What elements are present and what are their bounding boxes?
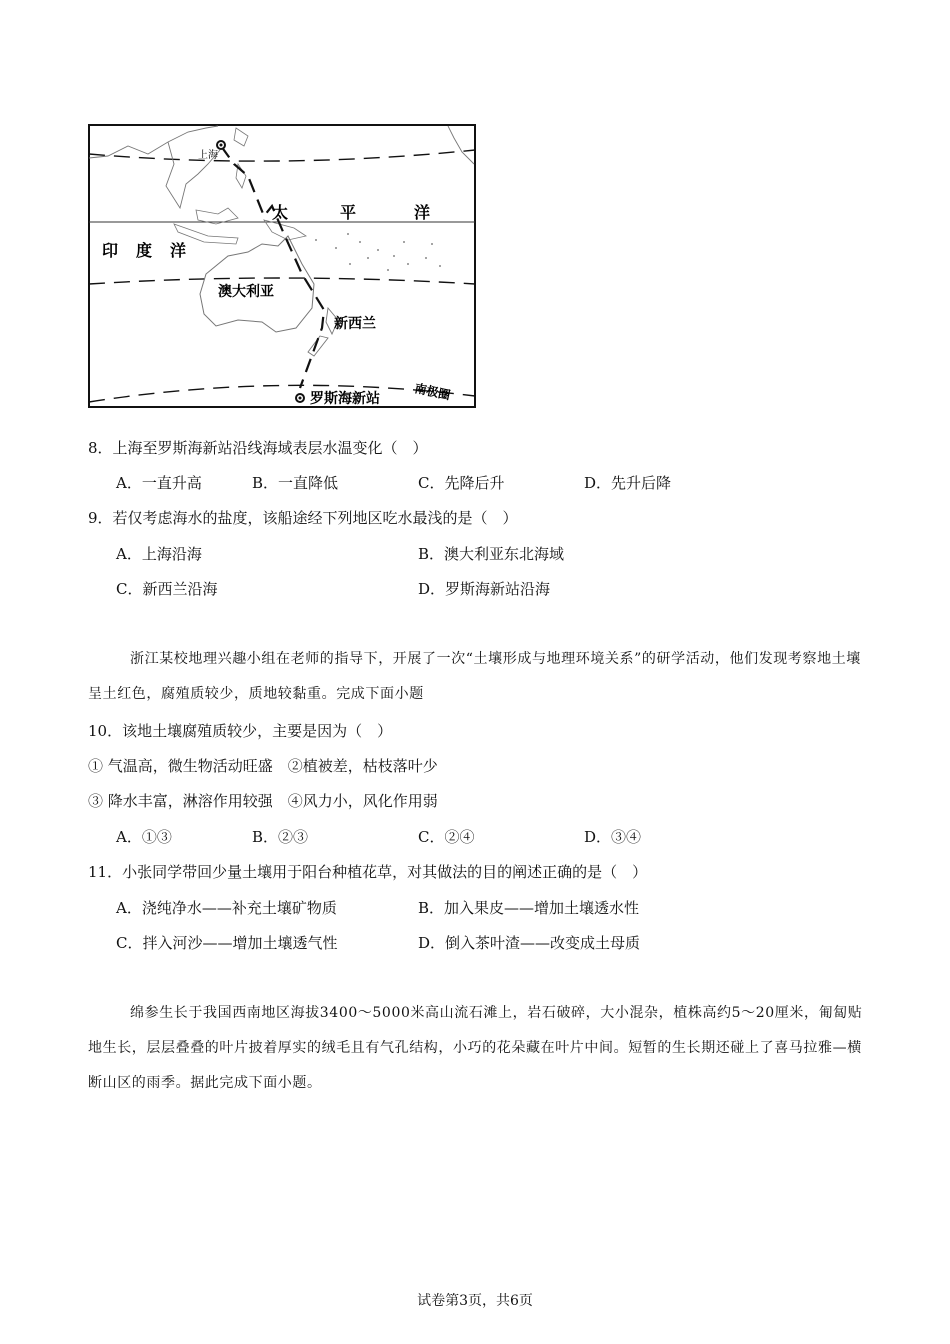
q9-option-c: C．新西兰沿海 [116,580,218,598]
q8-stem: 8．上海至罗斯海新站沿线海域表层水温变化（ ） [88,439,428,457]
label-pacific-2: 平 [340,203,357,222]
q10-option-c: C．②④ [418,828,475,846]
q9-stem: 9．若仅考虑海水的盐度，该船途经下列地区吃水最浅的是（ ） [88,509,518,527]
label-new-zealand: 新西兰 [334,316,376,332]
label-shanghai: 上海 [198,150,218,161]
label-indian-2: 度 [136,241,153,260]
q11-option-a: A．浇纯净水——补充土壤矿物质 [116,899,337,917]
q10-statements-2: ③ 降水丰富，淋溶作用较强 ④风力小，风化作用弱 [88,792,438,810]
passage-soil: 浙江某校地理兴趣小组在老师的指导下，开展了一次“土壤形成与地理环境关系”的研学活动，他们发现考察地土壤呈土红色，腐殖质较少，质地较黏重。完成下面小题 [88,651,861,702]
map-frame [89,125,475,407]
q11-option-c: C．拌入河沙——增加土壤透气性 [116,934,338,952]
q10-option-a: A．①③ [116,828,172,846]
route-map [88,124,476,408]
q8-option-c: C．先降后升 [418,474,505,492]
q9-option-b: B．澳大利亚东北海域 [418,545,565,563]
q11-option-b: B．加入果皮——增加土壤透水性 [418,899,640,917]
q11-stem: 11．小张同学带回少量土壤用于阳台种植花草，对其做法的目的阐述正确的是（ ） [88,863,648,881]
q9-option-d: D．罗斯海新站沿海 [418,580,551,598]
label-ross-sea-station: 罗斯海新站 [310,391,380,407]
label-pacific-1: 太 [272,203,289,222]
q10-option-b: B．②③ [252,828,309,846]
page-footer: 试卷第3页，共6页 [417,1293,533,1309]
label-antarctic-circle: 南极圈 [413,381,452,403]
q11-option-d: D．倒入茶叶渣——改变成土母质 [418,934,641,952]
q10-stem: 10．该地土壤腐殖质较少，主要是因为（ ） [88,722,393,740]
passage-plant: 绵参生长于我国西南地区海拔3400～5000米高山流石滩上，岩石破碎，大小混杂，植株高约5～20厘米，匍匐贴地生长，层层叠叠的叶片披着厚实的绒毛且有气孔结构，小巧的花朵藏在叶片中间。短暂的生长期还碰上了喜马拉雅—横断山区的雨季。据此完成下面小题。 [88,1005,863,1091]
q10-statements-1: ① 气温高，微生物活动旺盛 ②植被差，枯枝落叶少 [88,757,438,775]
label-indian-3: 洋 [170,241,187,260]
q8-option-d: D．先升后降 [584,474,672,492]
q8-option-a: A．一直升高 [116,474,202,492]
q8-option-b: B．一直降低 [252,474,339,492]
q10-option-d: D．③④ [584,828,642,846]
label-australia: 澳大利亚 [218,284,274,300]
q9-option-a: A．上海沿海 [116,545,202,563]
label-pacific-3: 洋 [414,203,431,222]
label-indian-1: 印 [102,241,119,260]
